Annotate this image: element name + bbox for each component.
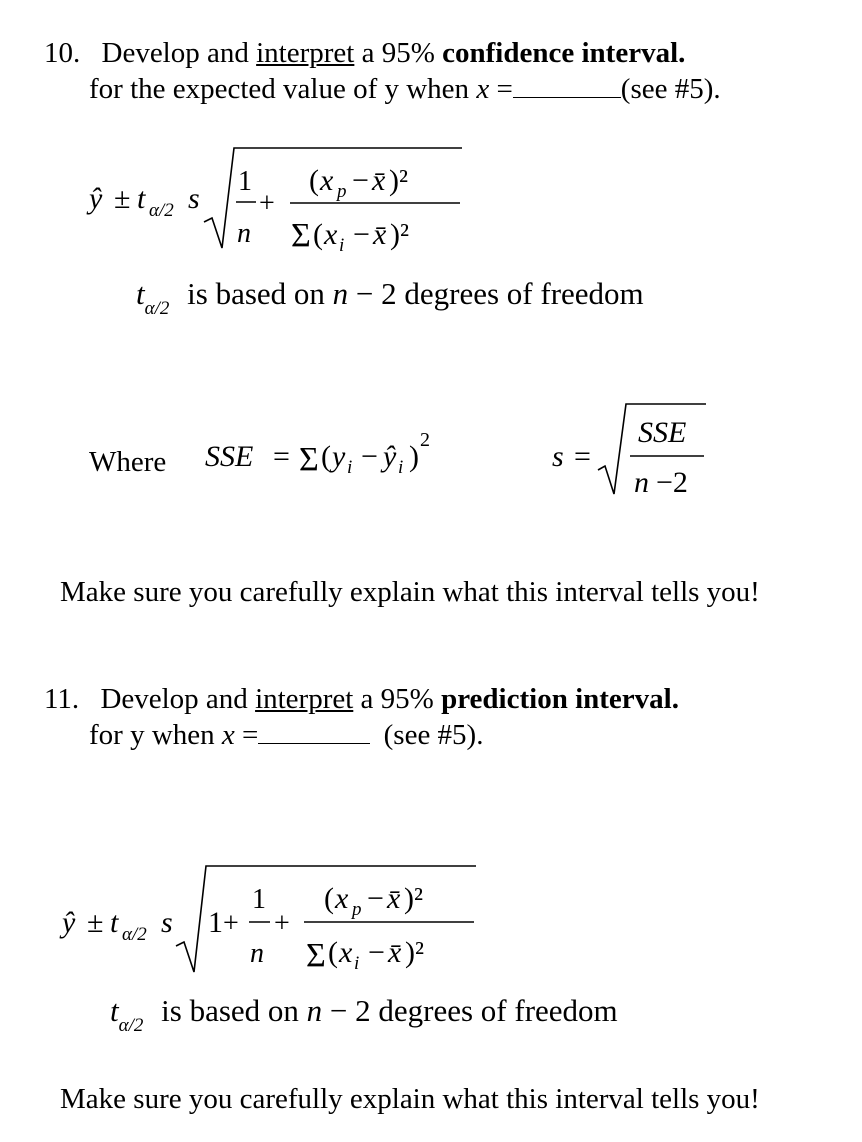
sse-close-paren: ) <box>409 440 419 473</box>
sse-yhat: ŷ <box>383 440 397 473</box>
df2-t: t <box>110 993 119 1028</box>
q11-line2-pre: for y when <box>89 719 215 751</box>
alpha-half-subscript: α/2 <box>149 200 174 221</box>
pi-one-over-n-denominator: n <box>250 938 264 969</box>
pi-p-subscript: p <box>352 899 362 920</box>
sse-open-paren: ( <box>321 440 331 473</box>
pi-denominator-open-paren: ( <box>328 936 338 969</box>
pi-denominator-minus: − <box>368 936 385 969</box>
s-denominator-minus-2: −2 <box>656 466 688 499</box>
pi-yhat-symbol: ŷ <box>62 906 76 939</box>
q11-line1-mid: a 95% <box>360 683 434 715</box>
yhat-symbol: ŷ <box>89 182 103 215</box>
sse-lhs: SSE <box>205 440 254 473</box>
q11-number: 11. <box>44 683 80 715</box>
pi-numerator-close-squared: )² <box>404 882 423 915</box>
df-n: n <box>332 276 349 311</box>
sse-yi: y <box>332 440 346 473</box>
xp-symbol: x <box>320 164 334 197</box>
pi-i-subscript: i <box>354 953 360 974</box>
q11-see-5: (see #5). <box>383 719 484 751</box>
sse-i-subscript: i <box>347 457 353 478</box>
i-subscript: i <box>339 235 345 256</box>
t-symbol: t <box>137 182 146 215</box>
sse-equals: = <box>273 440 290 473</box>
explain-note-2: Make sure you carefully explain what this interval tells you! <box>60 1083 760 1115</box>
s-symbol: s <box>188 182 200 215</box>
df-t: t <box>136 276 145 311</box>
df-text-pre: is based on <box>187 276 325 311</box>
pi-one: 1 <box>208 906 223 939</box>
df2-n: n <box>306 993 323 1028</box>
numerator-close-squared: )² <box>389 164 408 197</box>
df-alpha-sub: α/2 <box>144 298 170 319</box>
one-over-n-denominator: n <box>237 218 251 249</box>
xbar-symbol: x̄ <box>372 164 386 197</box>
df-line-2 <box>110 993 618 1036</box>
s-numerator-sse: SSE <box>638 416 687 449</box>
df2-text-pre: is based on <box>161 993 299 1028</box>
q10-line1-mid: a 95% <box>361 37 435 69</box>
sse-i-subscript-2: i <box>398 457 404 478</box>
q10-line2-pre: for the expected value of y when <box>89 73 470 105</box>
denominator-open-paren: ( <box>313 218 323 251</box>
numerator-open-paren: ( <box>309 164 319 197</box>
sse-square: 2 <box>420 429 430 451</box>
pi-s-symbol: s <box>161 906 173 939</box>
where-label: Where <box>89 446 167 478</box>
pi-xp-symbol: x <box>335 882 349 915</box>
pi-numerator-minus: − <box>367 882 384 915</box>
sigma-symbol: Σ <box>291 217 311 254</box>
df-text-post: − 2 degrees of freedom <box>355 276 644 311</box>
sse-sigma: Σ <box>299 441 319 478</box>
pi-plus-sign-2: + <box>274 908 290 939</box>
q10-line1-pre: Develop and <box>101 37 249 69</box>
q11-prediction-interval: prediction interval. <box>441 683 679 715</box>
explain-note-1: Make sure you carefully explain what this interval tells you! <box>60 576 760 608</box>
q10-x-var: x <box>476 73 490 105</box>
pi-plus-minus-symbol: ± <box>87 906 104 939</box>
q11-line1-pre: Develop and <box>100 683 248 715</box>
pi-denominator-close-squared: )² <box>405 936 424 969</box>
q10-number: 10. <box>44 37 81 69</box>
pi-one-over-n-numerator: 1 <box>252 884 266 915</box>
xi-symbol: x <box>324 218 338 251</box>
q10-see-5: (see #5). <box>620 73 721 105</box>
denominator-minus: − <box>353 218 370 251</box>
pi-alpha-half-subscript: α/2 <box>122 924 147 945</box>
q10-interpret: interpret <box>256 37 355 69</box>
q10-confidence-interval: confidence interval. <box>442 37 686 69</box>
sse-minus: − <box>361 440 378 473</box>
pi-sigma-symbol: Σ <box>306 937 326 974</box>
pi-xi-symbol: x <box>339 936 353 969</box>
q11-interpret: interpret <box>255 683 354 715</box>
q11-x-var: x <box>221 719 235 751</box>
numerator-minus: − <box>352 164 369 197</box>
s-denominator-n: n <box>634 466 649 499</box>
s-lhs: s <box>552 440 564 473</box>
xbar-symbol-2: x̄ <box>373 218 387 251</box>
df2-text-post: − 2 degrees of freedom <box>329 993 618 1028</box>
pi-numerator-open-paren: ( <box>324 882 334 915</box>
pi-xbar-symbol: x̄ <box>387 882 401 915</box>
s-equals: = <box>574 440 591 473</box>
denominator-close-squared: )² <box>390 218 409 251</box>
df2-alpha-sub: α/2 <box>118 1015 144 1036</box>
p-subscript: p <box>337 181 347 202</box>
pi-plus-sign-1: + <box>223 908 239 939</box>
pi-xbar-symbol-2: x̄ <box>388 936 402 969</box>
q11-equals: = <box>242 719 259 751</box>
q10-equals: = <box>496 73 513 105</box>
plus-sign: + <box>259 188 275 219</box>
plus-minus-symbol: ± <box>114 182 131 215</box>
pi-t-symbol: t <box>110 906 119 939</box>
one-over-n-numerator: 1 <box>238 166 252 197</box>
